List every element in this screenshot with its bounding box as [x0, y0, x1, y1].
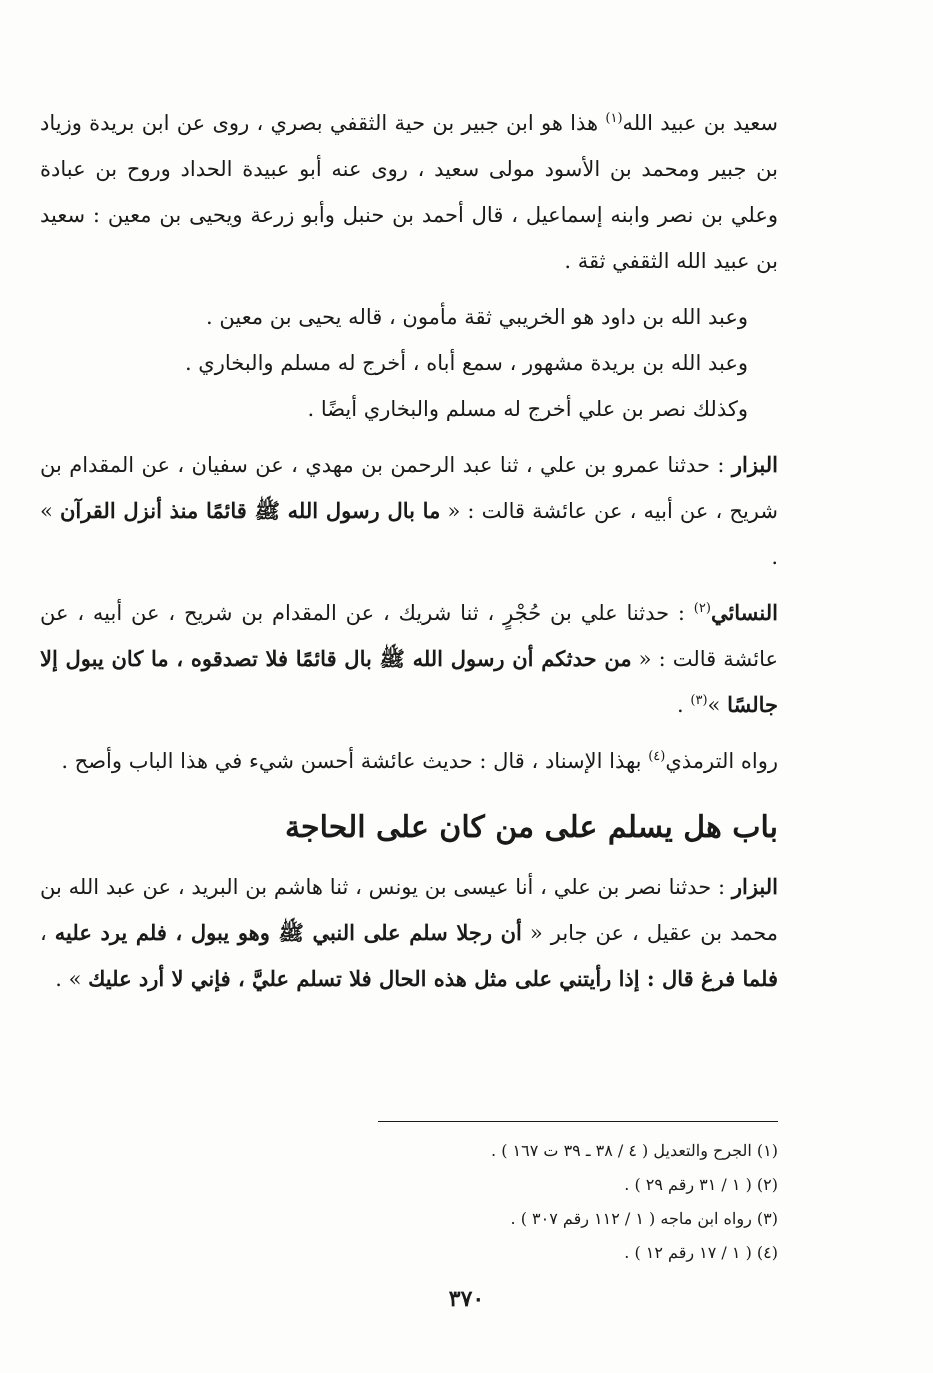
text-run: »: [707, 693, 728, 717]
text-run: .: [677, 693, 691, 717]
footnote-3: (٣) رواه ابن ماجه ( ١ / ١١٢ رقم ٣٠٧ ) .: [510, 1209, 778, 1228]
page-number: ٣٧٠: [448, 1286, 485, 1312]
text-run: : حدثنا نصر بن علي ، أنا عيسى بن يونس ، ثنا هاشم بن البريد ، عن عبد الله بن محمد بن عقيل ، عن جابر «: [40, 875, 779, 945]
paragraph-abdullah-buraida: وعبد الله بن بريدة مشهور ، سمع أباه ، أخرج له مسلم والبخاري .: [184, 351, 748, 375]
footnote-4: (٤) ( ١ / ١٧ رقم ١٢ ) .: [624, 1243, 778, 1262]
paragraph-saeed: [40, 100, 778, 284]
source-name-bazzar: البزار: [731, 874, 778, 899]
footnote-ref-2[interactable]: (٢): [693, 601, 711, 616]
hadith-text: فلما فرغ قال : إذا رأيتني على مثل هذه الحال فلا تسلم عليَّ ، فإني لا أرد عليك: [88, 966, 778, 991]
main-text: [40, 100, 778, 1002]
paragraph-abdullah-dawud: وعبد الله بن داود هو الخريبي ثقة مأمون ، قاله يحيى بن معين .: [206, 305, 748, 329]
text-run: » .: [40, 499, 778, 569]
text-run: : حدثنا عمرو بن علي ، ثنا عبد الرحمن بن مهدي ، عن سفيان ، عن المقدام بن شريح ، عن أبيه ، عن عائشة قالت : «: [40, 453, 778, 523]
hadith-text: من حدثكم أن رسول الله ﷺ بال قائمًا فلا تصدقوه ، ما كان يبول إلا جالسًا: [40, 646, 778, 717]
footnote-ref-4[interactable]: (٤): [648, 749, 666, 764]
footnote-ref-3[interactable]: (٣): [690, 693, 708, 708]
hadith-text: أن رجلا سلم على النبي ﷺ وهو يبول ، فلم يرد عليه: [54, 920, 522, 945]
source-name-nasai: النسائي: [710, 600, 778, 625]
footnote-2: (٢) ( ١ / ٣١ رقم ٢٩ ) .: [624, 1175, 778, 1194]
text-run: ،: [40, 921, 55, 945]
paragraph-bazzar-1: [40, 442, 778, 580]
footnote-ref-1[interactable]: (١): [605, 111, 623, 126]
source-name-bazzar: البزار: [731, 452, 778, 477]
paragraph-nasai: [40, 590, 778, 728]
text-run: » .: [55, 967, 89, 991]
hadith-text: ما بال رسول الله ﷺ قائمًا منذ أنزل القرآن: [59, 498, 441, 523]
footnotes: [300, 1134, 778, 1270]
footnote-divider: [378, 1121, 778, 1122]
paragraph-tirmidhi: [40, 738, 778, 784]
text-run: رواه الترمذي: [665, 749, 778, 773]
text-run: هذا هو ابن جبير بن حية الثقفي بصري ، روى عن ابن بريدة وزياد بن جبير ومحمد بن الأسود مولى سعيد ، روى عنه أبو عبيدة الحداد وروح بن عبادة وعلي بن نصر وابنه إسماعيل ، قال أحمد بن حنبل وأبو زرعة ويحيى بن معين : سعيد بن عبيد الله الثقفي ثقة .: [40, 111, 778, 273]
footnote-1: (١) الجرح والتعديل ( ٤ / ٣٨ ـ ٣٩ ت ١٦٧ ) .: [491, 1141, 778, 1160]
text-run: : حدثنا علي بن حُجْرٍ ، ثنا شريك ، عن المقدام بن شريح ، عن أبيه ، عن عائشة قالت : «: [40, 601, 778, 671]
paragraph-nasr-ali: وكذلك نصر بن علي أخرج له مسلم والبخاري أيضًا .: [307, 397, 748, 421]
paragraph-bazzar-2: [40, 864, 778, 1002]
text-run: سعيد بن عبيد الله: [622, 111, 778, 135]
text-run: بهذا الإسناد ، قال : حديث عائشة أحسن شيء في هذا الباب وأصح .: [61, 749, 649, 773]
section-heading: باب هل يسلم على من كان على الحاجة: [284, 810, 778, 845]
